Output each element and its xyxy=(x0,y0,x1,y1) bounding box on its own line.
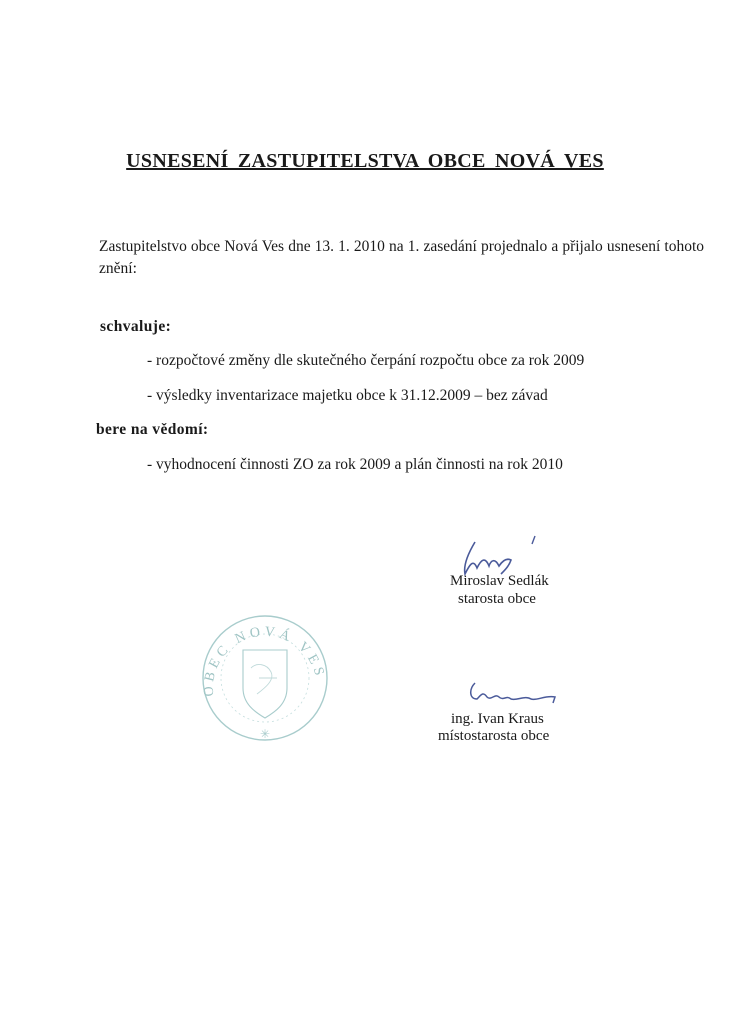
signature-mark-kraus xyxy=(465,675,565,710)
section-heading-approves: schvaluje: xyxy=(100,318,172,335)
intro-paragraph: Zastupitelstvo obce Nová Ves dne 13. 1. 2010 na 1. zasedání projednalo a přijalo usnesení tohoto znění: xyxy=(99,238,704,277)
list-item: - vyhodnocení činnosti ZO za rok 2009 a plán činnosti na rok 2010 xyxy=(147,456,563,473)
coat-of-arms-icon xyxy=(243,650,287,718)
signatory-name: ing. Ivan Kraus xyxy=(451,711,544,727)
stamp-text: OBEC NOVÁ VES xyxy=(201,624,328,697)
stamp-star-icon: ✳ xyxy=(259,727,271,741)
list-item: - výsledky inventarizace majetku obce k 31.12.2009 – bez závad xyxy=(147,387,548,404)
list-item: - rozpočtové změny dle skutečného čerpání rozpočtu obce za rok 2009 xyxy=(147,352,585,369)
signatory-name: Miroslav Sedlák xyxy=(450,573,549,589)
document-title: USNESENÍ ZASTUPITELSTVA OBCE NOVÁ VES xyxy=(126,150,604,172)
official-stamp xyxy=(195,608,335,748)
section-heading-acknowledges: bere na vědomí: xyxy=(96,421,209,438)
signatory-role: místostarosta obce xyxy=(438,728,550,744)
signatory-role: starosta obce xyxy=(458,591,536,607)
